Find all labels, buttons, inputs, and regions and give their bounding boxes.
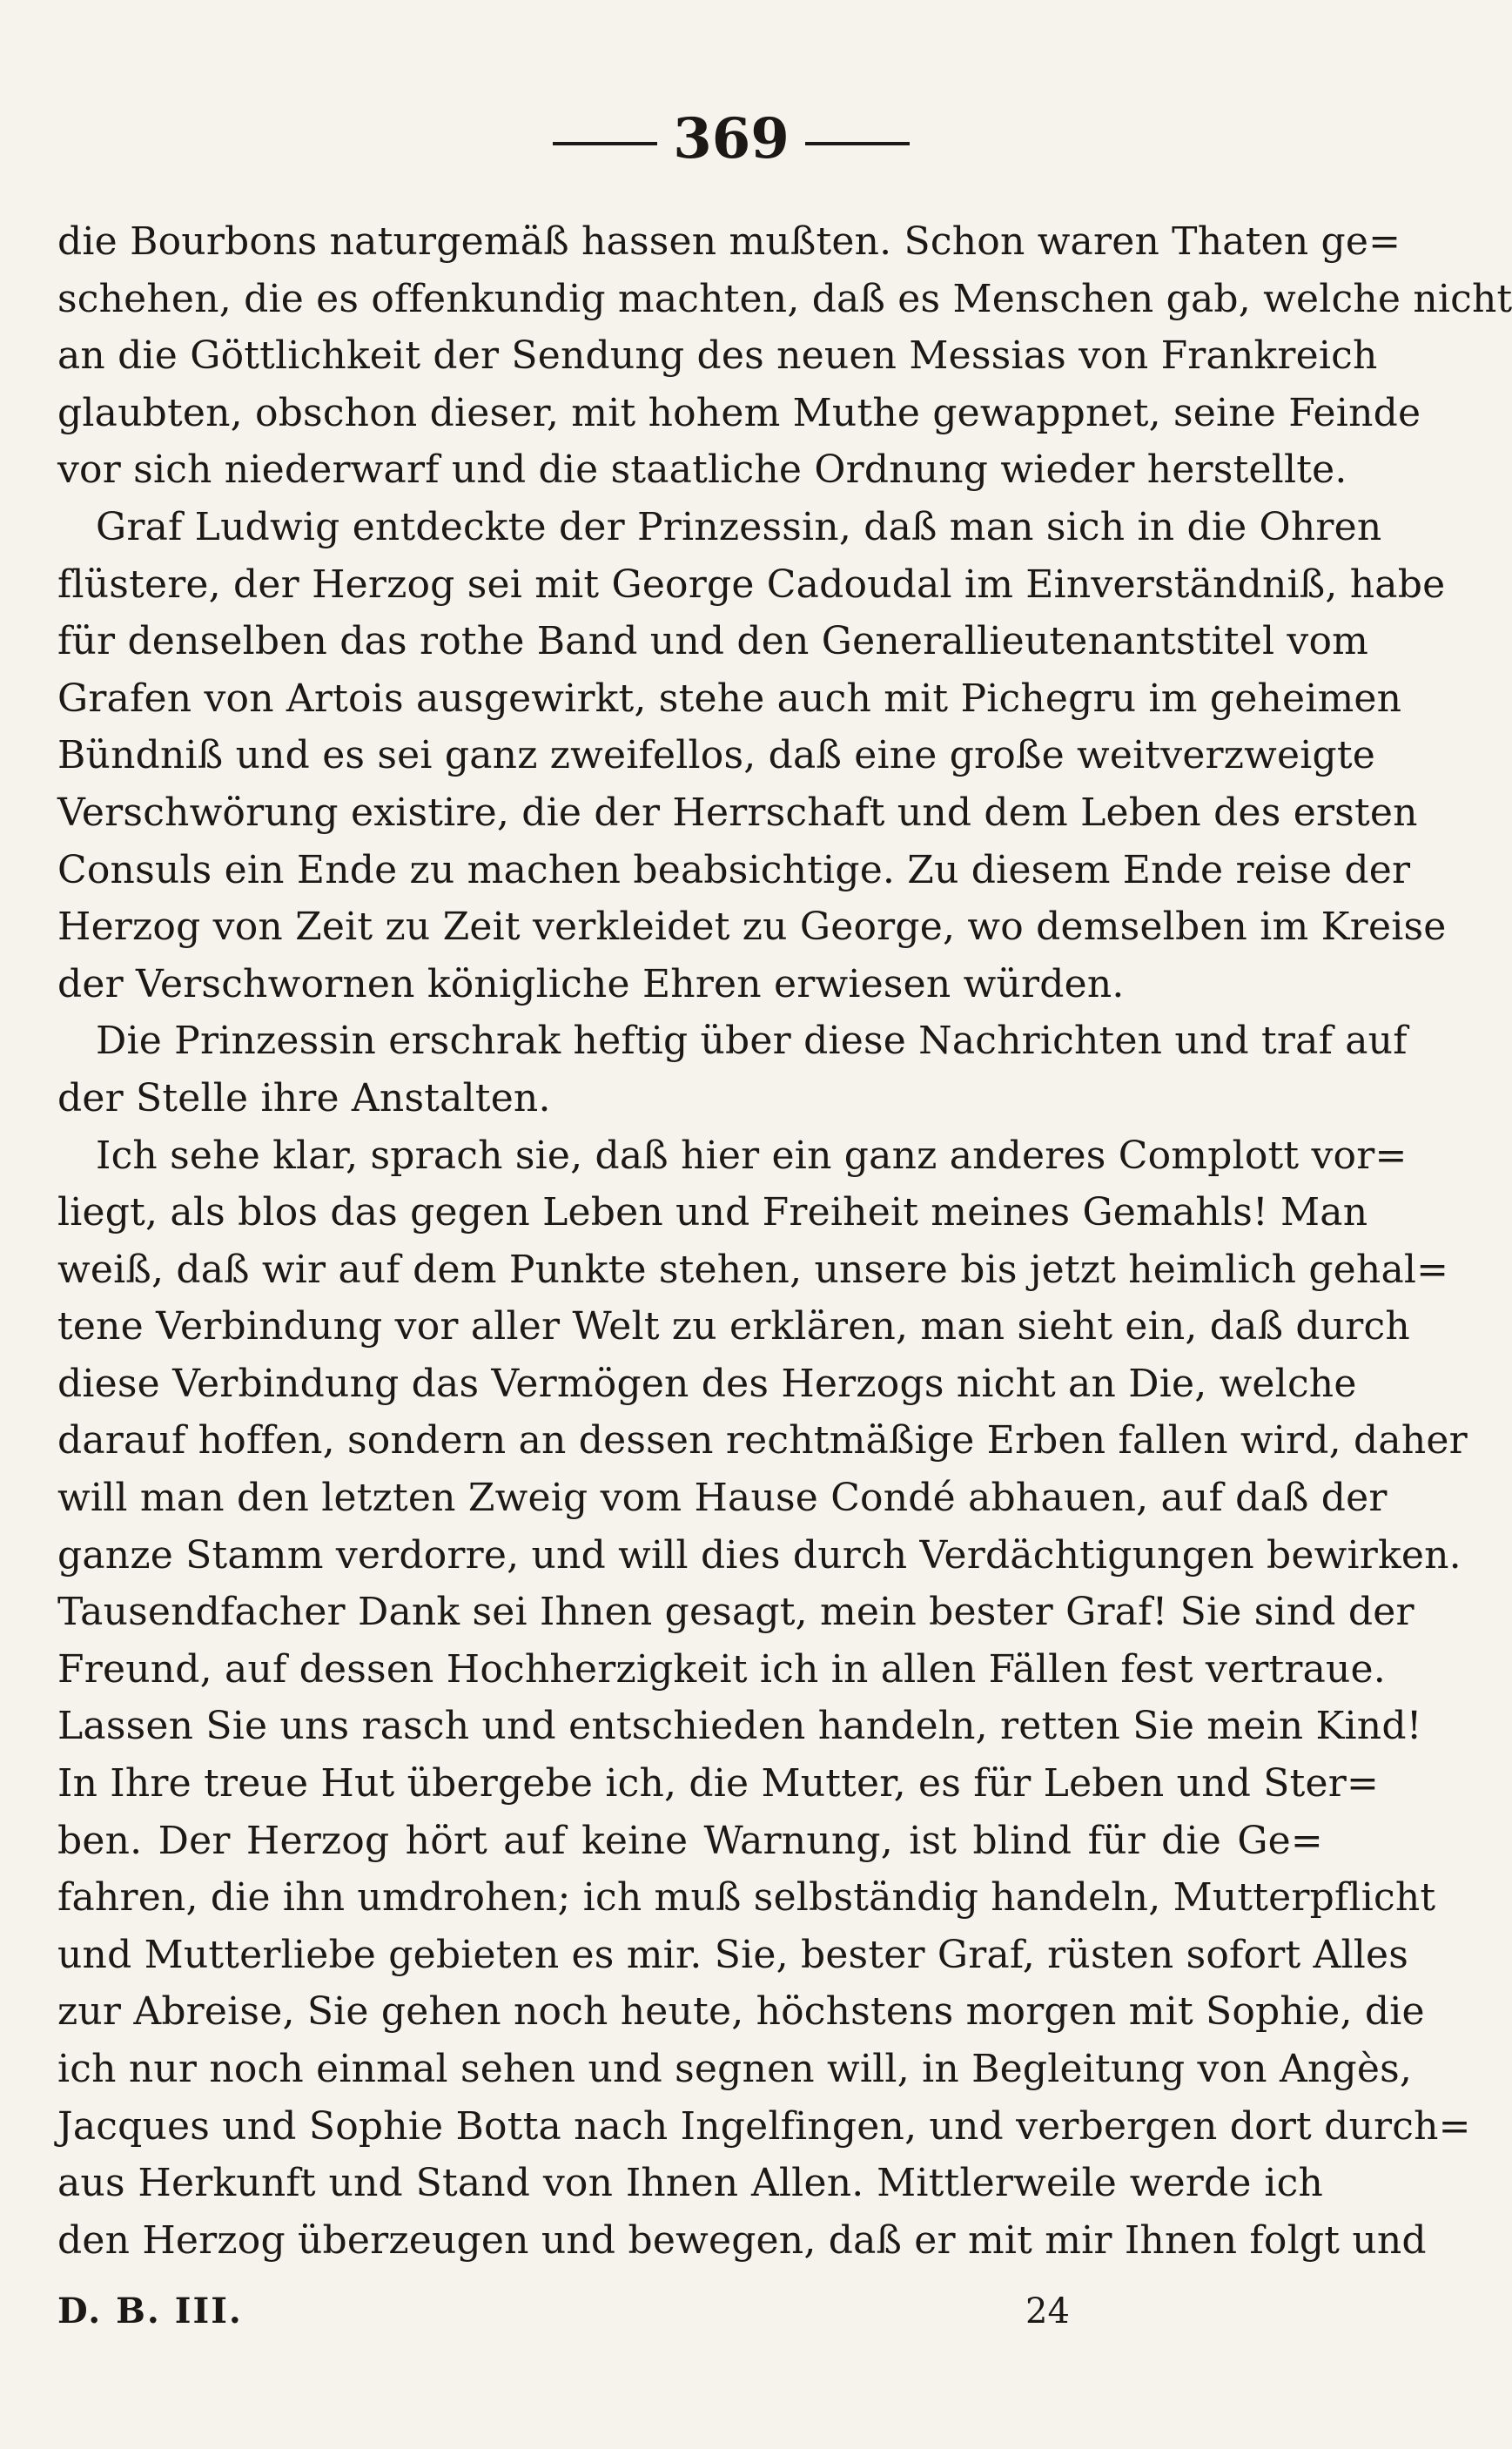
text-line: der Verschwornen königliche Ehren erwiesen würden. [57, 961, 1125, 1006]
text-line: Graf Ludwig entdeckte der Prinzessin, daß man sich in die Ohren [96, 504, 1382, 549]
text-line: Consuls ein Ende zu machen beabsichtige. Zu diesem Ende reise der [57, 847, 1411, 892]
text-line: der Stelle ihre Anstalten. [57, 1075, 551, 1120]
header-rule-right [805, 142, 910, 145]
sheet-signature: 24 [1025, 2291, 1070, 2331]
text-line: Jacques und Sophie Botta nach Ingelfingen, und verbergen dort durch= [57, 2103, 1471, 2149]
text-line: Die Prinzessin erschrak heftig über diese Nachrichten und traf auf [96, 1019, 1408, 1064]
text-line: ganze Stamm verdorre, und will dies durch Verdächtigungen bewirken. [57, 1532, 1462, 1578]
text-line: glaubten, obschon dieser, mit hohem Muthe gewappnet, seine Feinde [57, 390, 1421, 435]
text-line: will man den letzten Zweig vom Hause Condé abhauen, auf daß der [57, 1476, 1388, 1521]
text-line: flüstere, der Herzog sei mit George Cadoudal im Einverständniß, habe [57, 562, 1446, 607]
text-line: vor sich niederwarf und die staatliche Ordnung wieder herstellte. [57, 447, 1347, 493]
text-line: Grafen von Artois ausgewirkt, stehe auch mit Pichegru im geheimen [57, 676, 1402, 721]
text-line: liegt, als blos das gegen Leben und Freiheit meines Gemahls! Man [57, 1190, 1368, 1235]
text-line: Lassen Sie uns rasch und entschieden handeln, retten Sie mein Kind! [57, 1704, 1422, 1749]
text-line: zur Abreise, Sie gehen noch heute, höchstens morgen mit Sophie, die [57, 1989, 1425, 2035]
text-line: und Mutterliebe gebieten es mir. Sie, bester Graf, rüsten sofort Alles [57, 1932, 1409, 1977]
text-line: tene Verbindung vor aller Welt zu erklären, man sieht ein, daß durch [57, 1304, 1410, 1349]
text-line: Freund, auf dessen Hochherzigkeit ich in allen Fällen fest vertraue. [57, 1646, 1386, 1692]
body-text [57, 213, 1512, 2269]
text-line: die Bourbons naturgemäß hassen mußten. Schon waren Thaten ge= [57, 219, 1401, 264]
page-header [0, 104, 1462, 174]
text-line: den Herzog überzeugen und bewegen, daß er mit mir Ihnen folgt und [57, 2217, 1427, 2263]
text-line: schehen, die es offenkundig machten, daß es Menschen gab, welche nicht [57, 276, 1512, 321]
text-line: fahren, die ihn umdrohen; ich muß selbständig handeln, Mutterpflicht [57, 1875, 1436, 1921]
text-line: ben. Der Herzog hört auf keine Warnung, ist blind für die Ge= [57, 1818, 1323, 1863]
text-line: Bündniß und es sei ganz zweifellos, daß eine große weitverzweigte [57, 733, 1376, 778]
text-line: diese Verbindung das Vermögen des Herzogs nicht an Die, welche [57, 1361, 1357, 1406]
text-line: In Ihre treue Hut übergebe ich, die Mutter, es für Leben und Ster= [57, 1761, 1380, 1806]
text-line: an die Göttlichkeit der Sendung des neuen Messias von Frankreich [57, 333, 1378, 379]
text-line: ich nur noch einmal sehen und segnen will, in Begleitung von Angès, [57, 2047, 1413, 2091]
text-line: weiß, daß wir auf dem Punkte stehen, unsere bis jetzt heimlich gehal= [57, 1247, 1449, 1292]
printer-signature: D. B. III. [57, 2291, 243, 2331]
text-line: aus Herkunft und Stand von Ihnen Allen. Mittlerweile werde ich [57, 2161, 1323, 2206]
text-line: Herzog von Zeit zu Zeit verkleidet zu George, wo demselben im Kreise [57, 905, 1447, 950]
text-line: Verschwörung existire, die der Herrschaft und dem Leben des ersten [57, 790, 1418, 835]
page-number: 369 [673, 106, 790, 172]
text-line: Ich sehe klar, sprach sie, daß hier ein ganz anderes Complott vor= [96, 1133, 1408, 1178]
text-line: für denselben das rothe Band und den Generallieutenantstitel vom [57, 619, 1369, 664]
text-line: darauf hoffen, sondern an dessen rechtmäßige Erben fallen wird, daher [57, 1418, 1468, 1463]
text-line: Tausendfacher Dank sei Ihnen gesagt, mein bester Graf! Sie sind der [57, 1590, 1415, 1635]
header-rule-left [553, 142, 657, 145]
